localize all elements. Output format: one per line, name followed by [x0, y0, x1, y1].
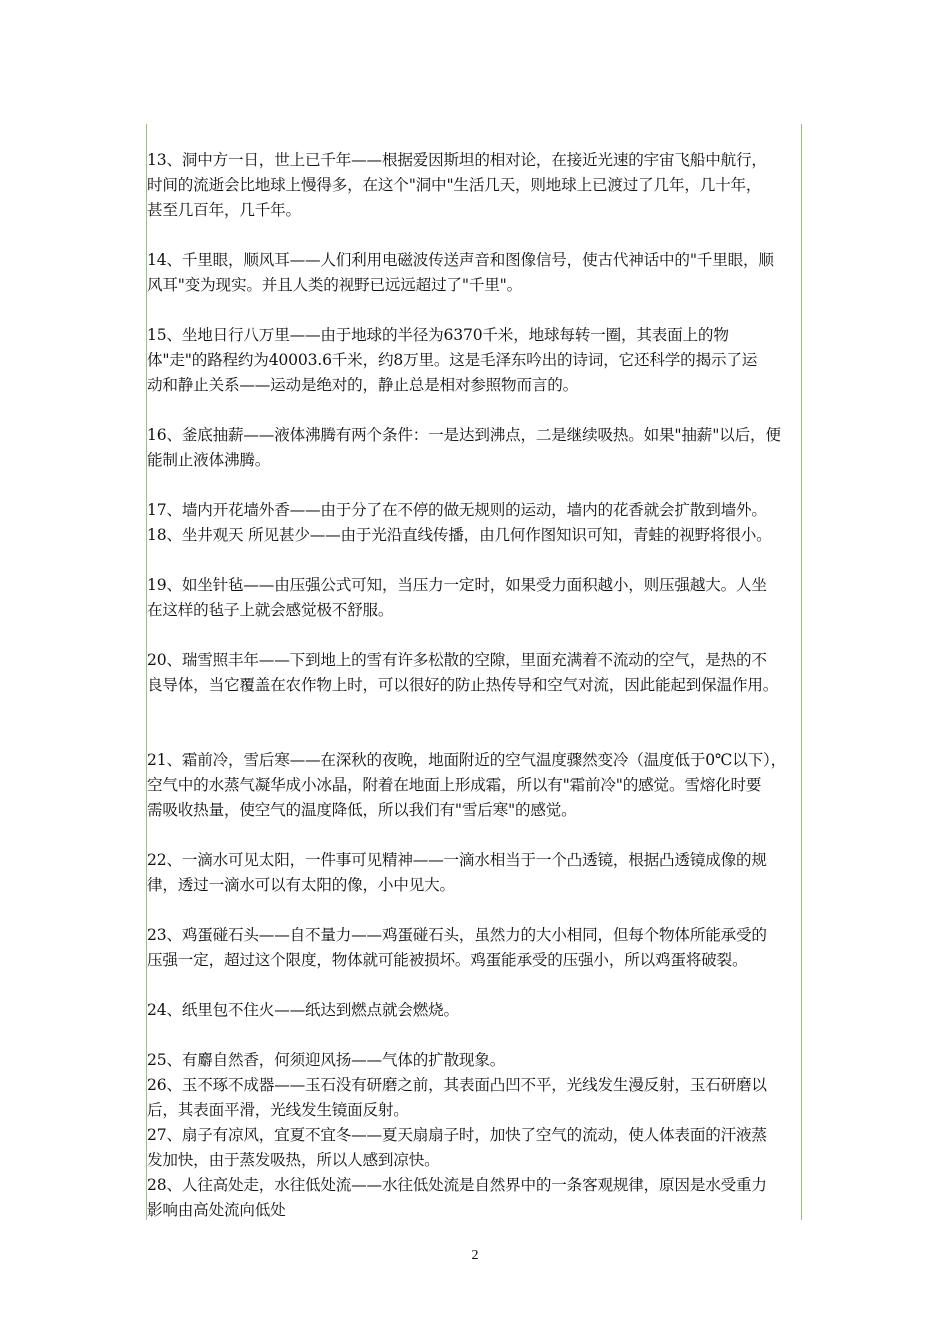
paragraph-15: 15、坐地日行八万里——由于地球的半径为6370千米，地球每转一圈，其表面上的物 体"走"的路程约为40003.6千米，约8万里。这是毛泽东吟出的诗词，它还科学的揭示了运 动和静止关系——运动是绝对的，静止总是相对参照物而言的。 — [147, 326, 758, 394]
paragraph-27: 27、扇子有凉风，宜夏不宜冬——夏天扇扇子时，加快了空气的流动，使人体表面的汗液蒸 发加快，由于蒸发吸热，所以人感到凉快。 — [147, 1126, 767, 1169]
paragraph-17: 17、墙内开花墙外香——由于分了在不停的做无规则的运动，墙内的花香就会扩散到墙外。 — [147, 501, 767, 519]
paragraph-13: 13、洞中方一日，世上已千年——根据爱因斯坦的相对论，在接近光速的宇宙飞船中航行， 时间的流逝会比地球上慢得多，在这个"洞中"生活几天，则地球上已渡过了几年，几十年， 甚至几百年，几千年。 — [147, 151, 767, 219]
paragraph-20: 20、瑞雪照丰年——下到地上的雪有许多松散的空隙，里面充满着不流动的空气，是热的不 良导体，当它覆盖在农作物上时，可以很好的防止热传导和空气对流，因此能起到保温作用。 — [147, 651, 779, 694]
paragraph-26: 26、玉不琢不成器——玉石没有研磨之前，其表面凸凹不平，光线发生漫反射，玉石研磨以 后，其表面平滑，光线发生镜面反射。 — [147, 1076, 767, 1119]
paragraph-23: 23、鸡蛋碰石头——自不量力——鸡蛋碰石头，虽然力的大小相同，但每个物体所能承受的 压强一定，超过这个限度，物体就可能被损坏。鸡蛋能承受的压强小，所以鸡蛋将破裂。 — [147, 926, 767, 969]
paragraph-16: 16、釜底抽薪——液体沸腾有两个条件：一是达到沸点，二是继续吸热。如果"抽薪"以后，便 能制止液体沸腾。 — [147, 426, 781, 469]
paragraph-24: 24、纸里包不住火——纸达到燃点就会燃烧。 — [147, 1001, 459, 1019]
paragraph-14: 14、千里眼，顺风耳——人们利用电磁波传送声音和图像信号，使古代神话中的"千里眼，顺 风耳"变为现实。并且人类的视野已远远超过了"千里"。 — [147, 251, 774, 294]
paragraph-18: 18、坐井观天 所见甚少——由于光沿直线传播，由几何作图知识可知，青蛙的视野将很小。 — [147, 526, 772, 544]
paragraph-25: 25、有麝自然香，何须迎风扬——气体的扩散现象。 — [147, 1051, 506, 1069]
paragraph-28: 28、人往高处走，水往低处流——水往低处流是自然界中的一条客观规律，原因是水受重力 影响由高处流向低处 — [147, 1176, 767, 1219]
paragraph-22: 22、一滴水可见太阳，一件事可见精神——一滴水相当于一个凸透镜，根据凸透镜成像的规 律，透过一滴水可以有太阳的像，小中见大。 — [147, 851, 767, 894]
page-number: 2 — [471, 1248, 479, 1263]
document-body — [147, 148, 807, 1223]
paragraph-21: 21、霜前冷，雪后寒——在深秋的夜晚，地面附近的空气温度骤然变冷（温度低于0℃以下）， 空气中的水蒸气凝华成小冰晶，附着在地面上形成霜，所以有"霜前冷"的感觉。雪熔化时要 需吸收热量，使空气的温度降低，所以我们有"雪后寒"的感觉。 — [147, 751, 786, 819]
paragraph-19: 19、如坐针毡——由压强公式可知，当压力一定时，如果受力面积越小，则压强越大。人坐 在这样的毡子上就会感觉极不舒服。 — [147, 576, 767, 619]
